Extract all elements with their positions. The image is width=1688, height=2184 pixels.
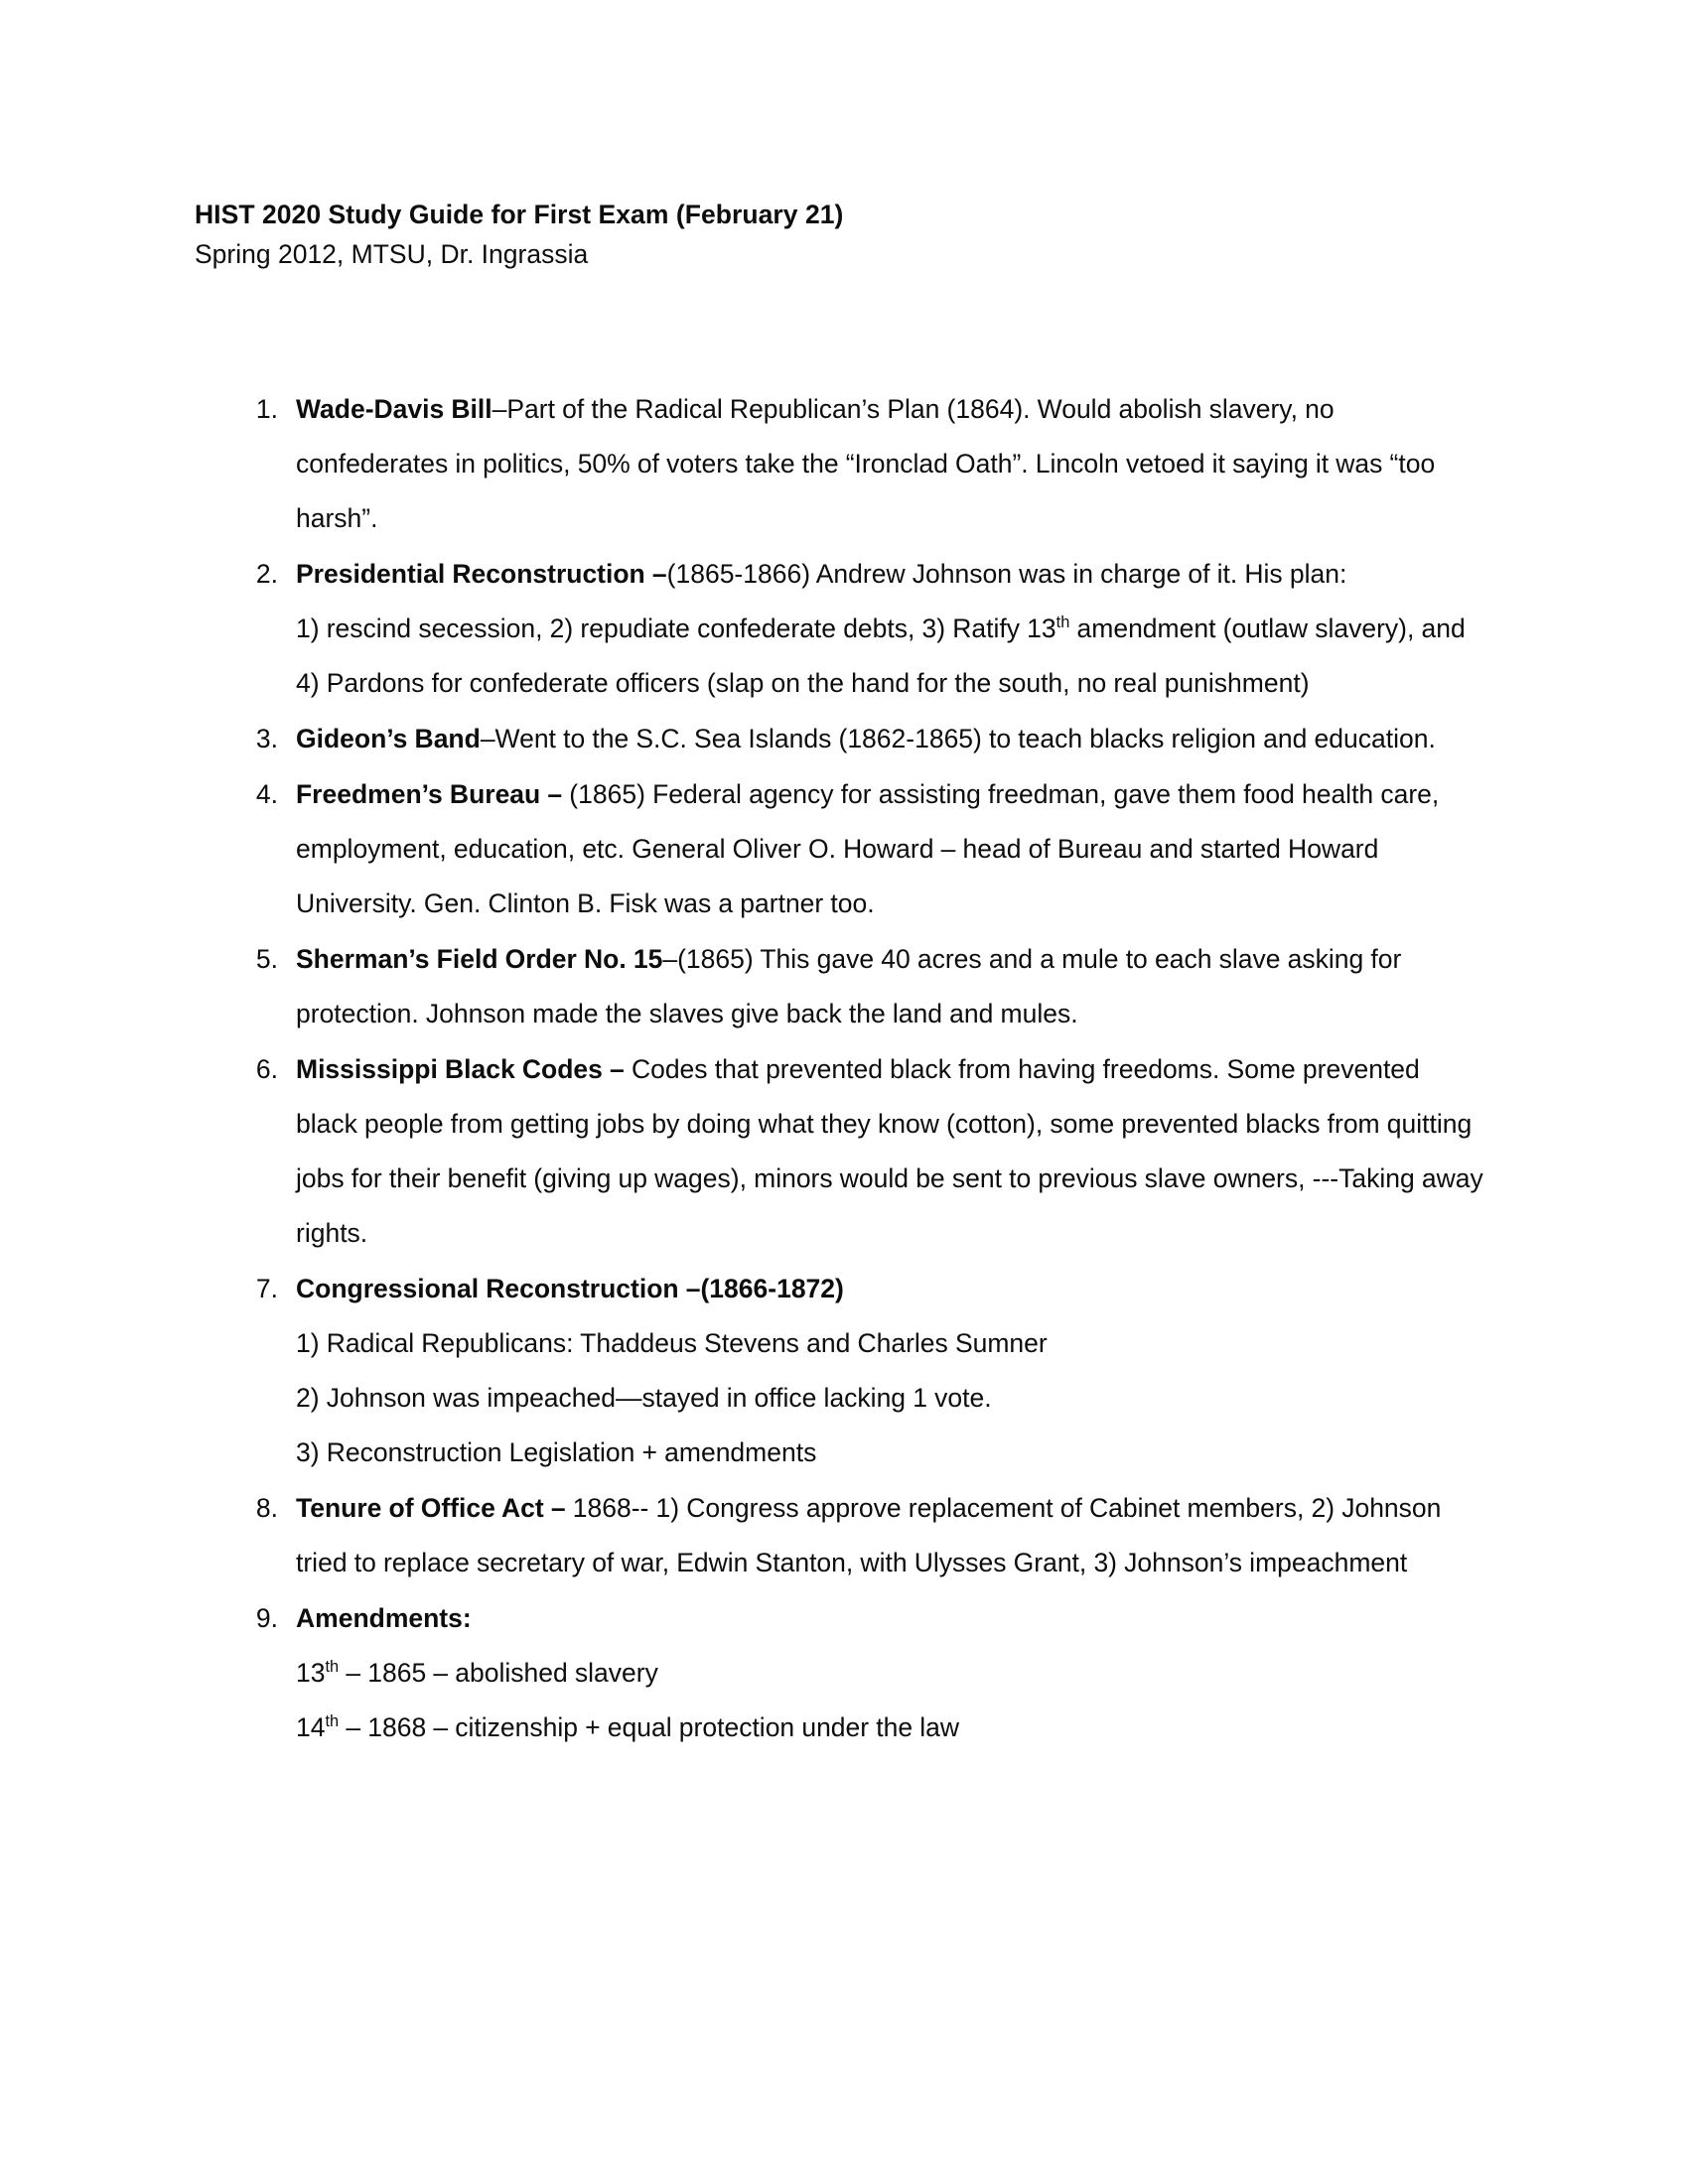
list-item <box>195 932 1485 1041</box>
ordinal-suffix: th <box>325 1712 340 1731</box>
list-item <box>195 712 1485 766</box>
list-item-number: 3. <box>255 724 278 753</box>
amendment-text: – 1865 – abolished slavery <box>339 1658 658 1688</box>
document-subtitle: Spring 2012, MTSU, Dr. Ingrassia <box>195 239 589 269</box>
list-item-text: –Went to the S.C. Sea Islands (1862-1865) to teach blacks religion and education. <box>480 724 1436 753</box>
list-item-text: Codes that prevented black from having freedoms. Some prevented black people from getting jobs by doing what they know (cotton), some prevented blacks from quitting jobs for their benefit (giving up wages), minors would be sent to previous slave owners, ---Taking away rights. <box>296 1054 1483 1248</box>
list-item-body <box>296 1481 1485 1590</box>
list-item-number: 7. <box>255 1274 278 1303</box>
list-item-body <box>296 712 1485 766</box>
list-item-body <box>296 767 1485 931</box>
list-item <box>195 1042 1485 1261</box>
ordinal-suffix: th <box>1055 614 1070 632</box>
list-item-text: –(1865) This gave 40 acres and a mule to each slave asking for protection. Johnson made the slaves give back the land and mules. <box>296 944 1402 1028</box>
list-item-number: 5. <box>255 944 278 974</box>
list-item-number: 6. <box>255 1054 278 1084</box>
list-item-number: 2. <box>255 559 278 589</box>
ordinal-suffix: th <box>325 1658 340 1677</box>
list-item-body <box>296 1042 1485 1261</box>
list-item-term: Presidential Reconstruction – <box>296 559 667 589</box>
list-item-text: 1868-- 1) Congress approve replacement of Cabinet members, 2) Johnson tried to replace secretary of war, Edwin Stanton, with Ulysses Grant, 3) Johnson’s impeachment <box>296 1493 1442 1577</box>
list-item <box>195 1591 1485 1755</box>
amendment-ordinal: 13 <box>296 1658 326 1688</box>
amendment-text: – 1868 – citizenship + equal protection under the law <box>339 1712 960 1742</box>
list-item-body <box>296 382 1485 546</box>
list-item-subline: 3) Reconstruction Legislation + amendments <box>296 1437 817 1467</box>
list-item-number: 8. <box>255 1493 278 1523</box>
list-item <box>195 382 1485 546</box>
list-item-text-tail: amendment (outlaw slavery), and 4) Pardons for confederate officers (slap on the hand for the south, no real punishment) <box>296 614 1466 698</box>
list-item-text: (1865) Federal agency for assisting freedman, gave them food health care, employment, education, etc. General Oliver O. Howard – head of Bureau and started Howard University. Gen. Clinton B. Fisk was a partner too. <box>296 779 1440 918</box>
list-item-text-continued: 1) rescind secession, 2) repudiate confederate debts, 3) Ratify 13 <box>296 614 1056 643</box>
list-item-subline: 2) Johnson was impeached—stayed in office lacking 1 vote. <box>296 1383 992 1413</box>
list-item-number: 4. <box>255 779 278 809</box>
amendment-row <box>296 1701 1485 1755</box>
list-item-term: Freedmen’s Bureau – <box>296 779 563 809</box>
page-title: HIST 2020 Study Guide for First Exam (February 21) <box>195 200 844 229</box>
amendment-ordinal: 14 <box>296 1712 326 1742</box>
list-item-subline: 1) Radical Republicans: Thaddeus Stevens and Charles Sumner <box>296 1328 1048 1358</box>
numbered-list <box>195 382 1485 1756</box>
list-item-term: Tenure of Office Act – <box>296 1493 566 1523</box>
list-item-text: –Part of the Radical Republican’s Plan (1864). Would abolish slavery, no confederates in politics, 50% of voters take the “Ironclad Oath”. Lincoln vetoed it saying it was “too harsh”. <box>296 394 1436 533</box>
list-item-term: Amendments: <box>296 1603 472 1633</box>
list-item-term: Mississippi Black Codes – <box>296 1054 625 1084</box>
list-item-text: (1865-1866) Andrew Johnson was in charge of it. His plan: <box>666 559 1347 589</box>
list-item-body <box>296 1262 1485 1480</box>
list-item-body <box>296 547 1485 711</box>
list-item-body <box>296 1591 1485 1755</box>
list-item-number: 1. <box>255 394 278 424</box>
list-item-term: Sherman’s Field Order No. 15 <box>296 944 663 974</box>
amendment-row <box>296 1646 1485 1701</box>
list-item-term: Congressional Reconstruction –(1866-1872) <box>296 1274 844 1303</box>
list-item-term: Gideon’s Band <box>296 724 481 753</box>
document-header <box>195 195 1476 274</box>
list-item <box>195 1481 1485 1590</box>
list-item-body <box>296 932 1485 1041</box>
list-item-term: Wade-Davis Bill <box>296 394 492 424</box>
list-item <box>195 767 1485 931</box>
list-item-number: 9. <box>255 1603 278 1633</box>
list-item <box>195 1262 1485 1480</box>
list-item <box>195 547 1485 711</box>
